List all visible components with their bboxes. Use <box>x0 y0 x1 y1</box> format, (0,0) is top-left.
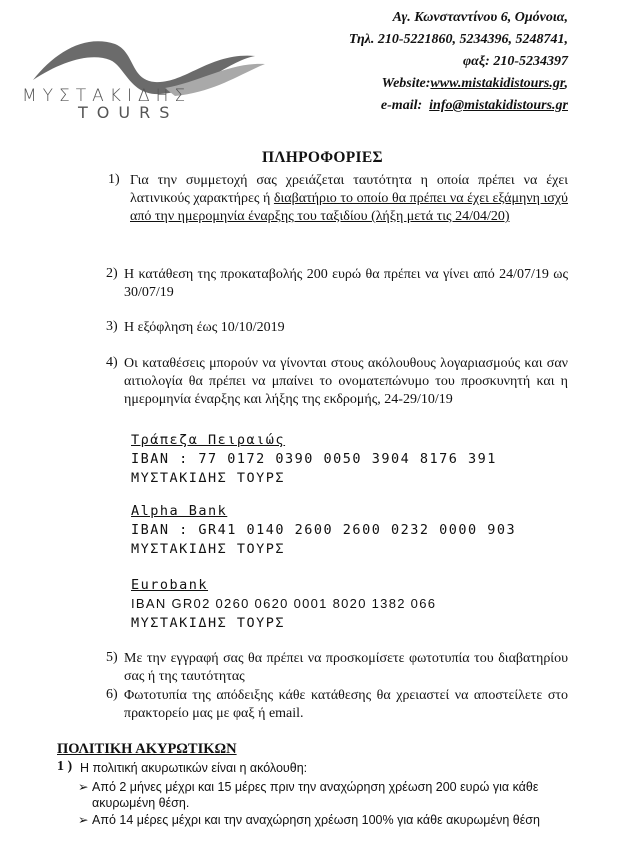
logo-subtext: TOURS <box>78 103 179 122</box>
item-6-text: Φωτοτυπία της απόδειξης κάθε κατάθεσης θα χρειαστεί να αποστείλετε στο πρακτορείο μας με φαξ ή email. <box>124 688 568 721</box>
item-6-number: 6) <box>106 687 118 702</box>
website-link[interactable]: www.mistakidistours.gr <box>430 76 565 91</box>
item-2-number: 2) <box>106 266 118 281</box>
email-label: e-mail: <box>380 98 423 113</box>
item-4-number: 4) <box>106 355 118 370</box>
bank-alpha-iban: IBAN : GR41 0140 2600 2600 0232 0000 903 <box>131 522 517 538</box>
email-link[interactable]: info@mistakidistours.gr <box>429 98 568 113</box>
item-5-number: 5) <box>106 650 118 665</box>
contact-address: Αγ. Κωνσταντίνου 6, Ομόνοια, <box>392 10 568 25</box>
item-3-text: Η εξόφληση έως 10/10/2019 <box>124 320 285 335</box>
item-4-text: Οι καταθέσεις μπορούν να γίνονται στους ακόλουθους λογαριασμούς και σαν αιτιολογία θα πρέπει να μπαίνει το ονοματεπώνυμο του προσκυνητή και η ημερομηνία έναρξης και λήξης της εκδρομής, 24-29/10/19 <box>124 356 568 407</box>
bank-alpha-name: Alpha Bank <box>131 503 228 519</box>
cancellation-bullet-1: Από 2 μήνες μέχρι και 15 μέρες πριν την αναχώρηση χρέωση 200 ευρώ για κάθε ακυρωμένη θέση. <box>92 780 539 810</box>
bank-piraeus-name: Τράπεζα Πειραιώς <box>131 432 286 448</box>
item-1-text-a: Για την συμμετοχή σας χρειάζεται ταυτότητα η οποία πρέπει να έχει λατινικούς χαρακτήρες ή <box>130 173 568 206</box>
cancellation-bullet-2: Από 14 μέρες μέχρι και την αναχώρηση χρέωση 100% για κάθε ακυρωμένη θέση <box>92 813 540 827</box>
bank-piraeus-holder: ΜΥΣΤΑΚΙΔΗΣ ΤΟΥΡΣ <box>131 470 286 486</box>
bullet-icon: ➢ <box>78 780 89 794</box>
cancellation-heading: ΠΟΛΙΤΙΚΗ ΑΚΥΡΩΤΙΚΩΝ <box>57 741 237 757</box>
contact-website <box>382 74 568 93</box>
cancellation-number: 1 ) <box>57 759 73 774</box>
item-2-text: Η κατάθεση της προκαταβολής 200 ευρώ θα πρέπει να γίνει από 24/07/19 ως 30/07/19 <box>124 267 568 300</box>
bank-eurobank-iban: IBAN GR02 0260 0620 0001 8020 1382 066 <box>131 596 437 611</box>
website-label: Website: <box>381 76 431 91</box>
bank-alpha-holder: ΜΥΣΤΑΚΙΔΗΣ ΤΟΥΡΣ <box>131 541 286 557</box>
item-1-text <box>130 172 568 226</box>
bank-eurobank-name: Eurobank <box>131 577 209 593</box>
cancellation-intro: Η πολιτική ακυρωτικών είναι η ακόλουθη: <box>80 761 308 775</box>
item-1-number: 1) <box>108 172 120 187</box>
page-title: ΠΛΗΡΟΦΟΡΙΕΣ <box>262 149 383 166</box>
item-3-number: 3) <box>106 319 118 334</box>
contact-phone: Τηλ. 210-5221860, 5234396, 5248741, <box>348 32 568 47</box>
contact-email <box>381 96 568 115</box>
bank-piraeus-iban: IBAN : 77 0172 0390 0050 3904 8176 391 <box>131 451 497 467</box>
item-5-text: Με την εγγραφή σας θα πρέπει να προσκομίσετε φωτοτυπία του διαβατηρίου σας ή της ταυτότητας <box>124 651 568 684</box>
logo-text: ΜΥΣΤΑΚΙΔΗΣ <box>22 86 192 106</box>
bullet-icon: ➢ <box>78 813 89 827</box>
bank-eurobank-holder: ΜΥΣΤΑΚΙΔΗΣ ΤΟΥΡΣ <box>131 615 286 631</box>
website-tail: , <box>564 76 568 91</box>
item-1-text-underlined: διαβατήριο το οποίο θα πρέπει να έχει εξάμηνη ισχύ από την ημερομηνία έναρξης του ταξιδίου (λήξη μετά τις 24/04/20) <box>130 191 568 224</box>
contact-fax: φαξ: 210-5234397 <box>462 54 568 69</box>
